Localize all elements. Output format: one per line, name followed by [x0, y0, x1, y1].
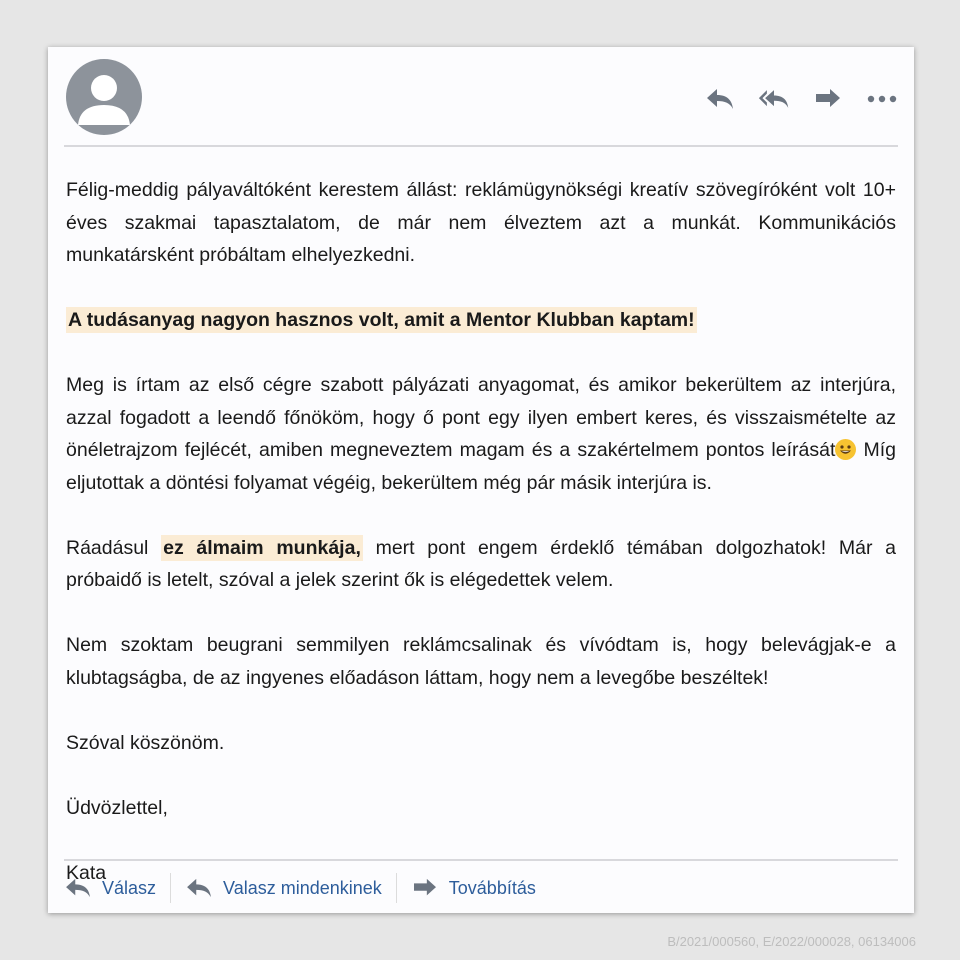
- paragraph-intro: Félig-meddig pályaváltóként kerestem állást: reklámügynökségi kreatív szövegíróként volt 10+ éves szakmai tapasztalatom, de már nem élveztem azt a munkát. Kommunikációs munkatársként próbáltam elhelyezkedni.: [66, 179, 896, 266]
- sender-avatar-icon: [66, 59, 142, 135]
- highlighted-quote: A tudásanyag nagyon hasznos volt, amit a Mentor Klubban kaptam!: [68, 309, 695, 331]
- dream-job-suffix: mert pont engem érdeklő témában dolgozhatok! Már a próbaidő is letelt, szóval a jelek szerint ők is elégedettek velem.: [66, 536, 896, 591]
- more-icon[interactable]: [866, 85, 898, 113]
- footer-forward-button[interactable]: [411, 877, 550, 899]
- header-divider: [64, 145, 898, 147]
- greeting: Üdvözlettel,: [66, 796, 168, 819]
- dream-job-prefix: Ráadásul: [66, 536, 162, 559]
- reply-icon[interactable]: [704, 85, 736, 113]
- signature: Kata: [66, 861, 107, 884]
- footer-reply-button[interactable]: [64, 877, 170, 899]
- paragraph-story-end: Míg eljutottak a döntési folyamat végéig, bekerültem még pár másik interjúra is.: [66, 439, 896, 494]
- footer-reply-label: Válasz: [102, 877, 157, 898]
- email-card: [48, 47, 914, 913]
- highlight-paragraph: [66, 304, 896, 337]
- paragraph-doubt: Nem szoktam beugrani semmilyen reklámcsalinak és vívódtam is, hogy belevágjak-e a klubtagságba, de az ingyenes előadáson láttam, hogy nem a levegőbe beszéltek!: [66, 634, 896, 689]
- footer-separator: [396, 873, 397, 903]
- reply-icon: [64, 877, 92, 899]
- message-body: [66, 174, 896, 922]
- footer-divider: [64, 859, 898, 861]
- paragraph-story-text: Meg is írtam az első cégre szabott pályázati anyagomat, és amikor bekerültem az interjúra, azzal fogadott a leendő főnököm, hogy ő pont egy ilyen embert keres, és visszaismételte az önéletrajzom fejlécét, amiben megneveztem magam és a szakértelmem pontos leírását: [66, 374, 896, 461]
- forward-icon[interactable]: [812, 85, 844, 113]
- footer-reply-all-label: Valasz mindenkinek: [223, 877, 382, 898]
- reply-icon: [185, 877, 213, 899]
- smile-emoji-icon: [835, 439, 856, 460]
- footer-separator: [170, 873, 171, 903]
- footer-reply-all-button[interactable]: [185, 877, 396, 899]
- reply-footer: [64, 873, 550, 903]
- paragraph-story: [66, 369, 896, 499]
- paragraph-thanks: Szóval köszönöm.: [66, 731, 225, 754]
- paragraph-dream-job: [66, 532, 896, 597]
- dream-job-highlight: ez álmaim munkája,: [163, 536, 361, 559]
- forward-icon: [411, 877, 439, 899]
- reply-all-icon[interactable]: [758, 85, 790, 113]
- reference-code: B/2021/000560, E/2022/000028, 06134006: [667, 934, 916, 949]
- footer-forward-label: Továbbítás: [448, 877, 536, 898]
- message-actions: [704, 85, 898, 113]
